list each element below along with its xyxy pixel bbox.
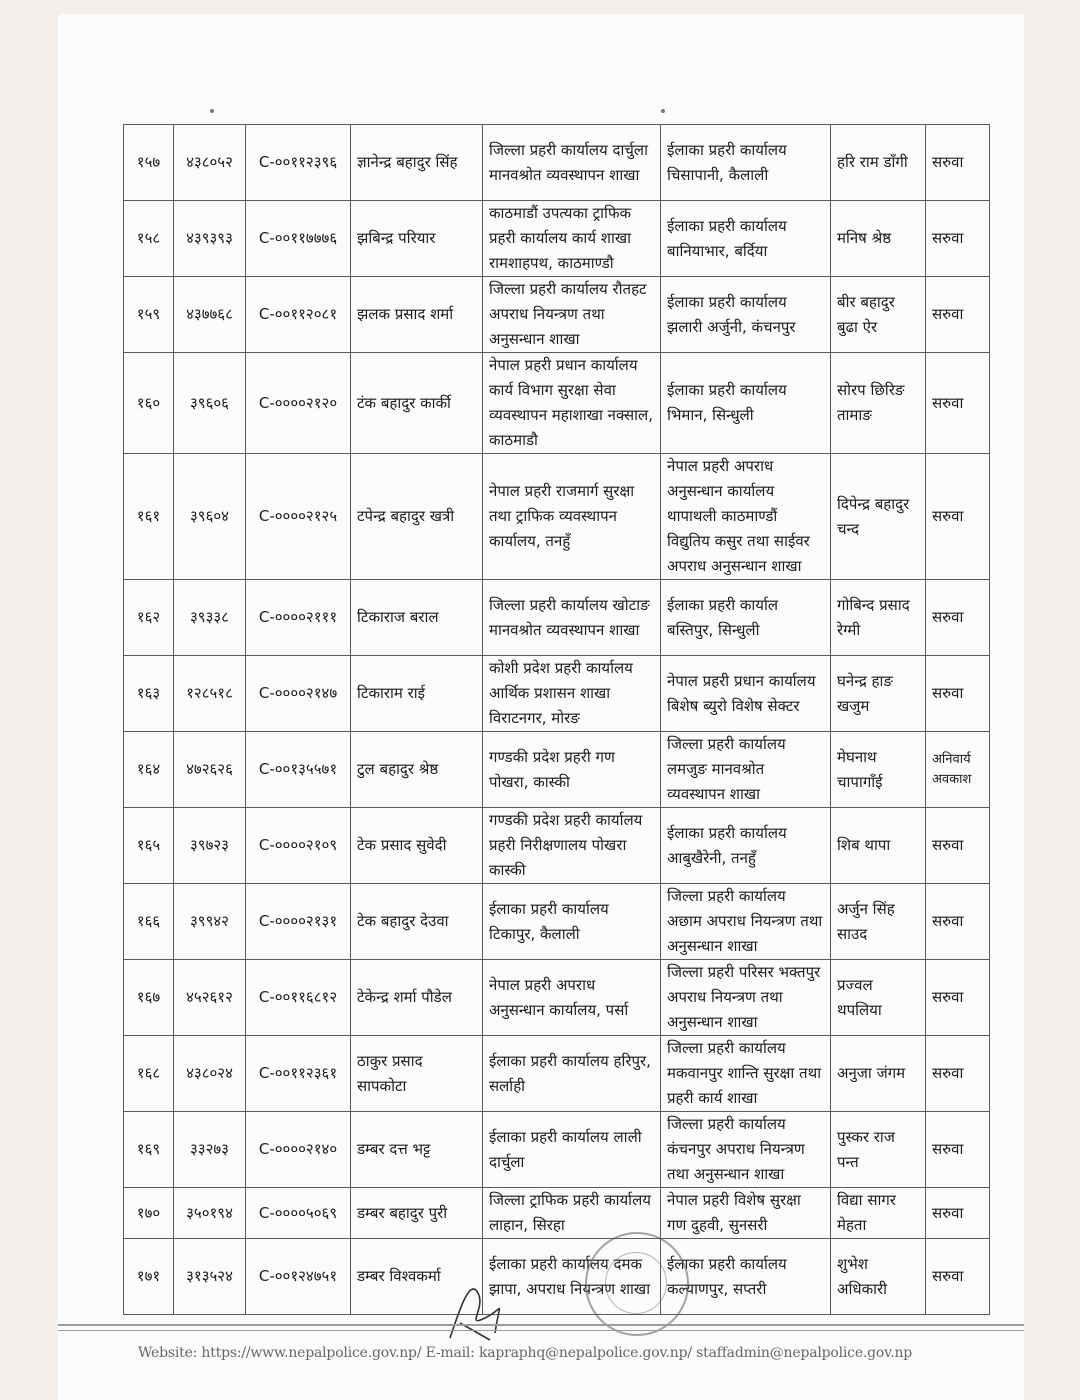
code-number-cell: C-००००५०६९ bbox=[246, 1188, 351, 1239]
code-number-cell: C-००००२१३१ bbox=[246, 884, 351, 960]
table-row bbox=[124, 580, 990, 656]
employee-name-cell: टेक प्रसाद सुवेदी bbox=[351, 808, 483, 884]
employee-name-cell: डम्बर विश्वकर्मा bbox=[351, 1239, 483, 1315]
table-row bbox=[124, 808, 990, 884]
scan-dot bbox=[661, 109, 665, 113]
replacement-name-cell: दिपेन्द्र बहादुर चन्द bbox=[831, 454, 926, 580]
serial-number-cell: १७१ bbox=[124, 1239, 174, 1315]
table-row bbox=[124, 1239, 990, 1315]
current-office-cell: ईलाका प्रहरी कार्यालय लाली दार्चुला bbox=[483, 1112, 661, 1188]
new-office-cell: नेपाल प्रहरी अपराध अनुसन्धान कार्यालय थापाथली काठमाण्डौं विद्युतिय कसुर तथा साईवर अपराध अनुसन्धान शाखा bbox=[661, 454, 831, 580]
scan-dot bbox=[210, 109, 214, 113]
new-office-cell: ईलाका प्रहरी कार्यालय झलारी अर्जुनी, कंचनपुर bbox=[661, 277, 831, 353]
police-number-cell: ३१३५२४ bbox=[174, 1239, 246, 1315]
serial-number-cell: १५८ bbox=[124, 201, 174, 277]
employee-name-cell: टपेन्द्र बहादुर खत्री bbox=[351, 454, 483, 580]
employee-name-cell: टेकेन्द्र शर्मा पौडेल bbox=[351, 960, 483, 1036]
serial-number-cell: १६८ bbox=[124, 1036, 174, 1112]
code-number-cell: C-००००२१४० bbox=[246, 1112, 351, 1188]
serial-number-cell: १६५ bbox=[124, 808, 174, 884]
footer-contact: Website: https://www.nepalpolice.gov.np/ E-mail: kapraphq@nepalpolice.gov.np/ staffadmin@nepalpolice.gov.np bbox=[138, 1345, 913, 1361]
employee-name-cell: टंक बहादुर कार्की bbox=[351, 353, 483, 454]
code-number-cell: C-००००२१२५ bbox=[246, 454, 351, 580]
police-number-cell: ३९६०६ bbox=[174, 353, 246, 454]
table-row bbox=[124, 960, 990, 1036]
employee-name-cell: डम्बर बहादुर पुरी bbox=[351, 1188, 483, 1239]
serial-number-cell: १५७ bbox=[124, 125, 174, 201]
code-number-cell: C-००११२३६१ bbox=[246, 1036, 351, 1112]
police-number-cell: ४३९३९३ bbox=[174, 201, 246, 277]
transfer-table bbox=[123, 124, 990, 1315]
signature bbox=[440, 1268, 510, 1348]
table-row bbox=[124, 125, 990, 201]
code-number-cell: C-००००२१२० bbox=[246, 353, 351, 454]
table-body bbox=[124, 125, 990, 1315]
table-row bbox=[124, 353, 990, 454]
table-row bbox=[124, 1036, 990, 1112]
serial-number-cell: १५९ bbox=[124, 277, 174, 353]
new-office-cell: ईलाका प्रहरी कार्यालय चिसापानी, कैलाली bbox=[661, 125, 831, 201]
new-office-cell: ईलाका प्रहरी कार्याल बस्तिपुर, सिन्धुली bbox=[661, 580, 831, 656]
employee-name-cell: टेक बहादुर देउवा bbox=[351, 884, 483, 960]
current-office-cell: ईलाका प्रहरी कार्यालय हरिपुर, सर्लाही bbox=[483, 1036, 661, 1112]
replacement-name-cell: मेघनाथ चापागाँई bbox=[831, 732, 926, 808]
table-row bbox=[124, 884, 990, 960]
transfer-type-cell: सरुवा bbox=[926, 1188, 990, 1239]
current-office-cell: नेपाल प्रहरी अपराध अनुसन्धान कार्यालय, पर्सा bbox=[483, 960, 661, 1036]
police-number-cell: ३९६०४ bbox=[174, 454, 246, 580]
current-office-cell: ईलाका प्रहरी कार्यालय टिकापुर, कैलाली bbox=[483, 884, 661, 960]
replacement-name-cell: गोबिन्द प्रसाद रेग्मी bbox=[831, 580, 926, 656]
transfer-type-cell: सरुवा bbox=[926, 960, 990, 1036]
table-row bbox=[124, 1188, 990, 1239]
new-office-cell: नेपाल प्रहरी प्रधान कार्यालय बिशेष ब्युरो विशेष सेक्टर bbox=[661, 656, 831, 732]
serial-number-cell: १६९ bbox=[124, 1112, 174, 1188]
replacement-name-cell: प्रज्वल थपलिया bbox=[831, 960, 926, 1036]
replacement-name-cell: मनिष श्रेष्ठ bbox=[831, 201, 926, 277]
current-office-cell: नेपाल प्रहरी प्रधान कार्यालय कार्य विभाग सुरक्षा सेवा व्यवस्थापन महाशाखा नक्साल, काठमाडौ bbox=[483, 353, 661, 454]
police-number-cell: ४७२६२६ bbox=[174, 732, 246, 808]
transfer-type-cell: सरुवा bbox=[926, 808, 990, 884]
police-number-cell: ३३२७३ bbox=[174, 1112, 246, 1188]
table-row bbox=[124, 201, 990, 277]
new-office-cell: ईलाका प्रहरी कार्यालय भिमान, सिन्धुली bbox=[661, 353, 831, 454]
police-number-cell: ४३७७६८ bbox=[174, 277, 246, 353]
police-number-cell: ३९३३८ bbox=[174, 580, 246, 656]
new-office-cell: जिल्ला प्रहरी कार्यालय लमजुङ मानवश्रोत व्यवस्थापन शाखा bbox=[661, 732, 831, 808]
new-office-cell: ईलाका प्रहरी कार्यालय आबुखैरेनी, तनहुँ bbox=[661, 808, 831, 884]
new-office-cell: नेपाल प्रहरी विशेष सुरक्षा गण दुहवी, सुनसरी bbox=[661, 1188, 831, 1239]
replacement-name-cell: पुस्कर राज पन्त bbox=[831, 1112, 926, 1188]
transfer-type-cell: सरुवा bbox=[926, 656, 990, 732]
transfer-type-cell: सरुवा bbox=[926, 353, 990, 454]
employee-name-cell: ज्ञानेन्द्र बहादुर सिंह bbox=[351, 125, 483, 201]
replacement-name-cell: अनुजा जंगम bbox=[831, 1036, 926, 1112]
code-number-cell: C-००११६८१२ bbox=[246, 960, 351, 1036]
transfer-type-cell: सरुवा bbox=[926, 580, 990, 656]
new-office-cell: जिल्ला प्रहरी कार्यालय मकवानपुर शान्ति सुरक्षा तथा प्रहरी कार्य शाखा bbox=[661, 1036, 831, 1112]
current-office-cell: काठमाडौं उपत्यका ट्राफिक प्रहरी कार्यालय कार्य शाखा रामशाहपथ, काठमाण्डौ bbox=[483, 201, 661, 277]
transfer-type-cell: सरुवा bbox=[926, 1112, 990, 1188]
current-office-cell: गण्डकी प्रदेश प्रहरी कार्यालय प्रहरी निरीक्षणालय पोखरा कास्की bbox=[483, 808, 661, 884]
code-number-cell: C-००००२१११ bbox=[246, 580, 351, 656]
transfer-type-cell: सरुवा bbox=[926, 884, 990, 960]
replacement-name-cell: सोरप छिरिङ तामाङ bbox=[831, 353, 926, 454]
police-number-cell: ४३८०५२ bbox=[174, 125, 246, 201]
table-row bbox=[124, 277, 990, 353]
replacement-name-cell: हरि राम डाँगी bbox=[831, 125, 926, 201]
footer-rule bbox=[58, 1330, 1024, 1331]
current-office-cell: ईलाका प्रहरी कार्यालय दमक झापा, अपराध नियन्त्रण शाखा bbox=[483, 1239, 661, 1315]
serial-number-cell: १६७ bbox=[124, 960, 174, 1036]
code-number-cell: C-००००२१४७ bbox=[246, 656, 351, 732]
serial-number-cell: १६६ bbox=[124, 884, 174, 960]
code-number-cell: C-००१३५५७१ bbox=[246, 732, 351, 808]
transfer-type-cell: सरुवा bbox=[926, 1036, 990, 1112]
serial-number-cell: १७० bbox=[124, 1188, 174, 1239]
serial-number-cell: १६१ bbox=[124, 454, 174, 580]
code-number-cell: C-००११२०८१ bbox=[246, 277, 351, 353]
code-number-cell: C-००११७७७६ bbox=[246, 201, 351, 277]
code-number-cell: C-००१२४७५१ bbox=[246, 1239, 351, 1315]
current-office-cell: जिल्ला प्रहरी कार्यालय रौतहट अपराध नियन्त्रण तथा अनुसन्धान शाखा bbox=[483, 277, 661, 353]
serial-number-cell: १६३ bbox=[124, 656, 174, 732]
new-office-cell: जिल्ला प्रहरी परिसर भक्तपुर अपराध नियन्त्रण तथा अनुसन्धान शाखा bbox=[661, 960, 831, 1036]
transfer-type-cell: अनिवार्य अवकाश bbox=[926, 732, 990, 808]
employee-name-cell: डम्बर दत्त भट्ट bbox=[351, 1112, 483, 1188]
table-row bbox=[124, 1112, 990, 1188]
new-office-cell: जिल्ला प्रहरी कार्यालय कंचनपुर अपराध नियन्त्रण तथा अनुसन्धान शाखा bbox=[661, 1112, 831, 1188]
new-office-cell: ईलाका प्रहरी कार्यालय बानियाभार, बर्दिया bbox=[661, 201, 831, 277]
replacement-name-cell: घनेन्द्र हाङ खजुम bbox=[831, 656, 926, 732]
employee-name-cell: टिकाराम राई bbox=[351, 656, 483, 732]
transfer-type-cell: सरुवा bbox=[926, 201, 990, 277]
police-number-cell: १२८५१८ bbox=[174, 656, 246, 732]
employee-name-cell: टुल बहादुर श्रेष्ठ bbox=[351, 732, 483, 808]
current-office-cell: कोशी प्रदेश प्रहरी कार्यालय आर्थिक प्रशासन शाखा विराटनगर, मोरङ bbox=[483, 656, 661, 732]
new-office-cell: जिल्ला प्रहरी कार्यालय अछाम अपराध नियन्त्रण तथा अनुसन्धान शाखा bbox=[661, 884, 831, 960]
code-number-cell: C-००११२३९६ bbox=[246, 125, 351, 201]
serial-number-cell: १६२ bbox=[124, 580, 174, 656]
footer-rule bbox=[58, 1324, 1024, 1326]
employee-name-cell: ठाकुर प्रसाद सापकोटा bbox=[351, 1036, 483, 1112]
serial-number-cell: १६४ bbox=[124, 732, 174, 808]
transfer-type-cell: सरुवा bbox=[926, 125, 990, 201]
serial-number-cell: १६० bbox=[124, 353, 174, 454]
current-office-cell: जिल्ला प्रहरी कार्यालय खोटाङ मानवश्रोत व्यवस्थापन शाखा bbox=[483, 580, 661, 656]
new-office-cell: ईलाका प्रहरी कार्यालय कल्याणपुर, सप्तरी bbox=[661, 1239, 831, 1315]
current-office-cell: नेपाल प्रहरी राजमार्ग सुरक्षा तथा ट्राफिक व्यवस्थापन कार्यालय, तनहुँ bbox=[483, 454, 661, 580]
employee-name-cell: टिकाराज बराल bbox=[351, 580, 483, 656]
employee-name-cell: झलक प्रसाद शर्मा bbox=[351, 277, 483, 353]
replacement-name-cell: बीर बहादुर बुढा ऐर bbox=[831, 277, 926, 353]
replacement-name-cell: अर्जुन सिंह साउद bbox=[831, 884, 926, 960]
table-row bbox=[124, 656, 990, 732]
replacement-name-cell: विद्या सागर मेहता bbox=[831, 1188, 926, 1239]
transfer-type-cell: सरुवा bbox=[926, 454, 990, 580]
employee-name-cell: झबिन्द्र परियार bbox=[351, 201, 483, 277]
current-office-cell: जिल्ला प्रहरी कार्यालय दार्चुला मानवश्रोत व्यवस्थापन शाखा bbox=[483, 125, 661, 201]
replacement-name-cell: शिब थापा bbox=[831, 808, 926, 884]
police-number-cell: ३५०१९४ bbox=[174, 1188, 246, 1239]
table-row bbox=[124, 454, 990, 580]
transfer-type-cell: सरुवा bbox=[926, 277, 990, 353]
current-office-cell: जिल्ला ट्राफिक प्रहरी कार्यालय लाहान, सिरहा bbox=[483, 1188, 661, 1239]
transfer-type-cell: सरुवा bbox=[926, 1239, 990, 1315]
police-number-cell: ३९७२३ bbox=[174, 808, 246, 884]
police-number-cell: ३९९४२ bbox=[174, 884, 246, 960]
office-stamp bbox=[585, 1232, 689, 1336]
police-number-cell: ४५२६१२ bbox=[174, 960, 246, 1036]
table-row bbox=[124, 732, 990, 808]
current-office-cell: गण्डकी प्रदेश प्रहरी गण पोखरा, कास्की bbox=[483, 732, 661, 808]
police-number-cell: ४३८०२४ bbox=[174, 1036, 246, 1112]
code-number-cell: C-००००२१०९ bbox=[246, 808, 351, 884]
replacement-name-cell: शुभेश अधिकारी bbox=[831, 1239, 926, 1315]
